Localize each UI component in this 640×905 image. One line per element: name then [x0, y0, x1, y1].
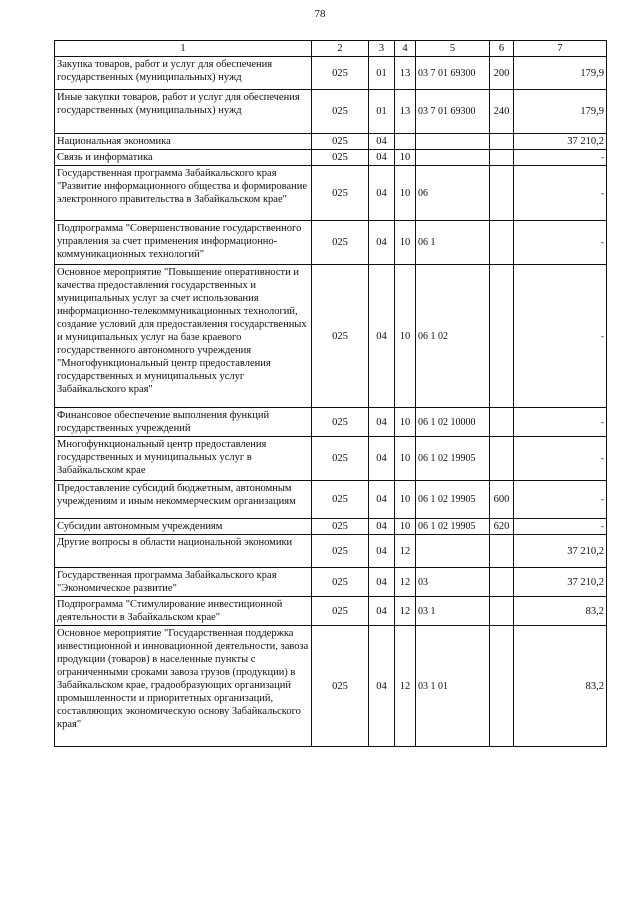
section-code-cell: 04: [369, 166, 395, 221]
item-name-cell: Подпрограмма "Стимулирование инвестиционной деятельности в Забайкальском крае": [55, 597, 312, 626]
table-row: [55, 57, 607, 90]
item-name-cell: Финансовое обеспечение выполнения функций государственных учреждений: [55, 408, 312, 437]
table-body: [55, 57, 607, 747]
subsection-code-cell: 10: [395, 408, 416, 437]
section-code-cell: 04: [369, 408, 395, 437]
subsection-code-cell: 10: [395, 265, 416, 408]
item-name-cell: Закупка товаров, работ и услуг для обеспечения государственных (муниципальных) нужд: [55, 57, 312, 90]
subsection-code-cell: 10: [395, 481, 416, 519]
page-number: 78: [314, 8, 326, 20]
expense-type-cell: [490, 408, 514, 437]
table-row: [55, 597, 607, 626]
subsection-code-cell: 12: [395, 597, 416, 626]
target-article-cell: 06 1 02 10000: [416, 408, 490, 437]
amount-cell: 37 210,2: [514, 134, 607, 150]
expense-type-cell: [490, 265, 514, 408]
expense-type-cell: [490, 437, 514, 481]
budget-table: [54, 40, 607, 747]
section-code-cell: 04: [369, 626, 395, 747]
table-row: [55, 481, 607, 519]
expense-type-cell: [490, 535, 514, 568]
section-code-cell: 04: [369, 437, 395, 481]
grbs-code-cell: 025: [312, 134, 369, 150]
table-row: [55, 626, 607, 747]
subsection-code-cell: 10: [395, 150, 416, 166]
target-article-cell: [416, 134, 490, 150]
amount-cell: -: [514, 221, 607, 265]
grbs-code-cell: 025: [312, 90, 369, 134]
expense-type-cell: 620: [490, 519, 514, 535]
target-article-cell: 06: [416, 166, 490, 221]
grbs-code-cell: 025: [312, 519, 369, 535]
subsection-code-cell: 13: [395, 57, 416, 90]
amount-cell: 83,2: [514, 597, 607, 626]
subsection-code-cell: 10: [395, 166, 416, 221]
column-header: 4: [395, 41, 416, 57]
grbs-code-cell: 025: [312, 265, 369, 408]
table-row: [55, 519, 607, 535]
grbs-code-cell: 025: [312, 57, 369, 90]
grbs-code-cell: 025: [312, 481, 369, 519]
section-code-cell: 04: [369, 221, 395, 265]
subsection-code-cell: 12: [395, 535, 416, 568]
item-name-cell: Государственная программа Забайкальского края "Развитие информационного общества и формирование электронного правительства в Забайкальском крае": [55, 166, 312, 221]
expense-type-cell: [490, 150, 514, 166]
table-row: [55, 166, 607, 221]
target-article-cell: 03: [416, 568, 490, 597]
section-code-cell: 04: [369, 568, 395, 597]
column-header: 3: [369, 41, 395, 57]
table-row: [55, 150, 607, 166]
column-header: 7: [514, 41, 607, 57]
expense-type-cell: 600: [490, 481, 514, 519]
column-header: 2: [312, 41, 369, 57]
item-name-cell: Другие вопросы в области национальной экономики: [55, 535, 312, 568]
expense-type-cell: [490, 597, 514, 626]
section-code-cell: 04: [369, 535, 395, 568]
target-article-cell: 06 1: [416, 221, 490, 265]
target-article-cell: [416, 150, 490, 166]
subsection-code-cell: 10: [395, 519, 416, 535]
table-header-row: [55, 41, 607, 57]
grbs-code-cell: 025: [312, 408, 369, 437]
table-row: [55, 408, 607, 437]
target-article-cell: 06 1 02 19905: [416, 519, 490, 535]
section-code-cell: 04: [369, 150, 395, 166]
grbs-code-cell: 025: [312, 437, 369, 481]
amount-cell: 83,2: [514, 626, 607, 747]
table-row: [55, 134, 607, 150]
item-name-cell: Связь и информатика: [55, 150, 312, 166]
grbs-code-cell: 025: [312, 535, 369, 568]
item-name-cell: Субсидии автономным учреждениям: [55, 519, 312, 535]
column-header: 1: [55, 41, 312, 57]
target-article-cell: 06 1 02 19905: [416, 481, 490, 519]
expense-type-cell: [490, 166, 514, 221]
table-row: [55, 568, 607, 597]
subsection-code-cell: 12: [395, 626, 416, 747]
expense-type-cell: [490, 221, 514, 265]
item-name-cell: Иные закупки товаров, работ и услуг для обеспечения государственных (муниципальных) нужд: [55, 90, 312, 134]
section-code-cell: 04: [369, 265, 395, 408]
subsection-code-cell: 10: [395, 437, 416, 481]
amount-cell: -: [514, 265, 607, 408]
grbs-code-cell: 025: [312, 166, 369, 221]
amount-cell: 179,9: [514, 90, 607, 134]
amount-cell: -: [514, 166, 607, 221]
table-row: [55, 221, 607, 265]
table-row: [55, 437, 607, 481]
column-header: 6: [490, 41, 514, 57]
item-name-cell: Подпрограмма "Совершенствование государственного управления за счет применения информационно-коммуникационных технологий": [55, 221, 312, 265]
grbs-code-cell: 025: [312, 626, 369, 747]
grbs-code-cell: 025: [312, 150, 369, 166]
item-name-cell: Основное мероприятие "Государственная поддержка инвестиционной и инновационной деятельности, завоза продукции (товаров) в населенные пункты с ограниченными сроками завоза грузов (продукции) в Забайкальском крае, градообразующих организаций промышленности и приоритетных организаций, составляющих экономическую основу Забайкальского края": [55, 626, 312, 747]
grbs-code-cell: 025: [312, 597, 369, 626]
amount-cell: 37 210,2: [514, 535, 607, 568]
target-article-cell: 03 7 01 69300: [416, 57, 490, 90]
table-row: [55, 265, 607, 408]
item-name-cell: Основное мероприятие "Повышение оперативности и качества предоставления государственных и муниципальных услуг за счет использования информационно-телекоммуникационных технологий, создание условий для предоставления государственных и муниципальных услуг на базе краевого государственного автономного учреждения "Многофункциональный центр предоставления государственных и муниципальных услуг Забайкальского края": [55, 265, 312, 408]
section-code-cell: 04: [369, 134, 395, 150]
section-code-cell: 01: [369, 57, 395, 90]
section-code-cell: 01: [369, 90, 395, 134]
grbs-code-cell: 025: [312, 568, 369, 597]
expense-type-cell: [490, 134, 514, 150]
amount-cell: -: [514, 481, 607, 519]
table-row: [55, 90, 607, 134]
column-header: 5: [416, 41, 490, 57]
amount-cell: -: [514, 519, 607, 535]
item-name-cell: Государственная программа Забайкальского края "Экономическое развитие": [55, 568, 312, 597]
section-code-cell: 04: [369, 519, 395, 535]
target-article-cell: 03 1: [416, 597, 490, 626]
amount-cell: -: [514, 437, 607, 481]
target-article-cell: 03 1 01: [416, 626, 490, 747]
table-row: [55, 535, 607, 568]
expense-type-cell: [490, 568, 514, 597]
target-article-cell: 03 7 01 69300: [416, 90, 490, 134]
subsection-code-cell: 12: [395, 568, 416, 597]
item-name-cell: Многофункциональный центр предоставления государственных и муниципальных услуг в Забайкальском крае: [55, 437, 312, 481]
subsection-code-cell: [395, 134, 416, 150]
amount-cell: 37 210,2: [514, 568, 607, 597]
target-article-cell: 06 1 02: [416, 265, 490, 408]
item-name-cell: Национальная экономика: [55, 134, 312, 150]
expense-type-cell: 240: [490, 90, 514, 134]
grbs-code-cell: 025: [312, 221, 369, 265]
amount-cell: -: [514, 150, 607, 166]
target-article-cell: 06 1 02 19905: [416, 437, 490, 481]
section-code-cell: 04: [369, 597, 395, 626]
expense-type-cell: 200: [490, 57, 514, 90]
amount-cell: -: [514, 408, 607, 437]
section-code-cell: 04: [369, 481, 395, 519]
amount-cell: 179,9: [514, 57, 607, 90]
subsection-code-cell: 13: [395, 90, 416, 134]
expense-type-cell: [490, 626, 514, 747]
item-name-cell: Предоставление субсидий бюджетным, автономным учреждениям и иным некоммерческим организациям: [55, 481, 312, 519]
target-article-cell: [416, 535, 490, 568]
subsection-code-cell: 10: [395, 221, 416, 265]
